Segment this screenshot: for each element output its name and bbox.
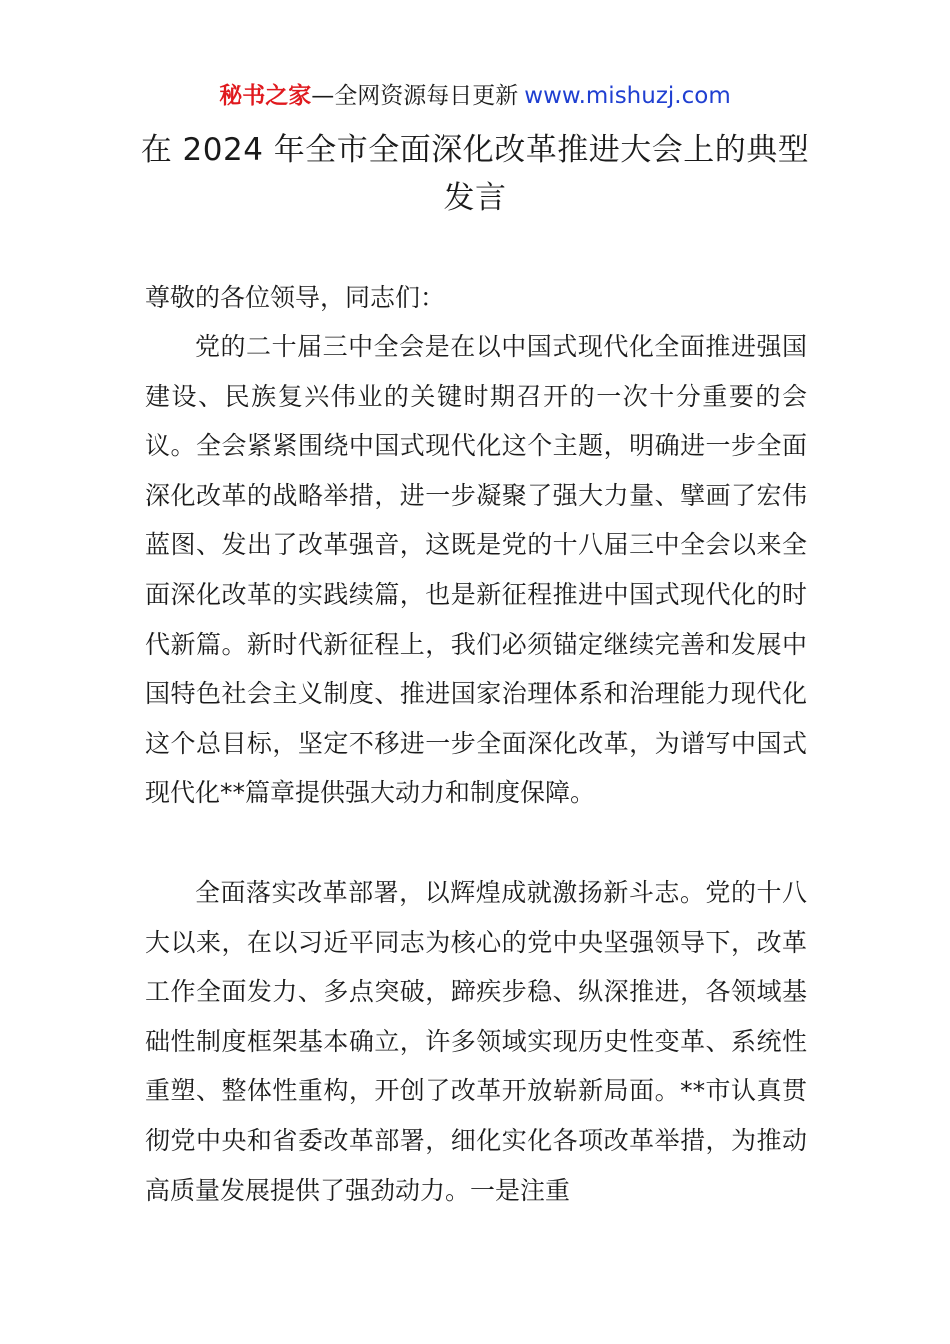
site-url-link[interactable]: www.mishuzj.com: [524, 83, 731, 109]
header-tagline: —全网资源每日更新: [311, 83, 519, 109]
brand-name: 秘书之家: [219, 83, 312, 109]
site-header: [0, 80, 950, 112]
paragraph-1: 党的二十届三中全会是在以中国式现代化全面推进强国建设、民族复兴伟业的关键时期召开的一次十分重要的会议。全会紧紧围绕中国式现代化这个主题，明确进一步全面深化改革的战略举措，进一步凝聚了强大力量、擘画了宏伟蓝图、发出了改革强音，这既是党的十八届三中全会以来全面深化改革的实践续篇，也是新征程推进中国式现代化的时代新篇。新时代新征程上，我们必须锚定继续完善和发展中国特色社会主义制度、推进国家治理体系和治理能力现代化这个总目标，坚定不移进一步全面深化改革，为谱写中国式现代化**篇章提供强大动力和制度保障。: [145, 332, 807, 808]
salutation: 尊敬的各位领导，同志们：: [145, 283, 446, 312]
document-title: 在 2024 年全市全面深化改革推进大会上的典型发言: [140, 132, 810, 216]
paragraph-2: 全面落实改革部署，以辉煌成就激扬新斗志。党的十八大以来，在以习近平同志为核心的党中央坚强领导下，改革工作全面发力、多点突破，蹄疾步稳、纵深推进，各领域基础性制度框架基本确立，许多领域实现历史性变革、系统性重塑、整体性重构，开创了改革开放崭新局面。**市认真贯彻党中央和省委改革部署，细化实化各项改革举措，为推动高质量发展提供了强劲动力。一是注重: [145, 878, 807, 1205]
